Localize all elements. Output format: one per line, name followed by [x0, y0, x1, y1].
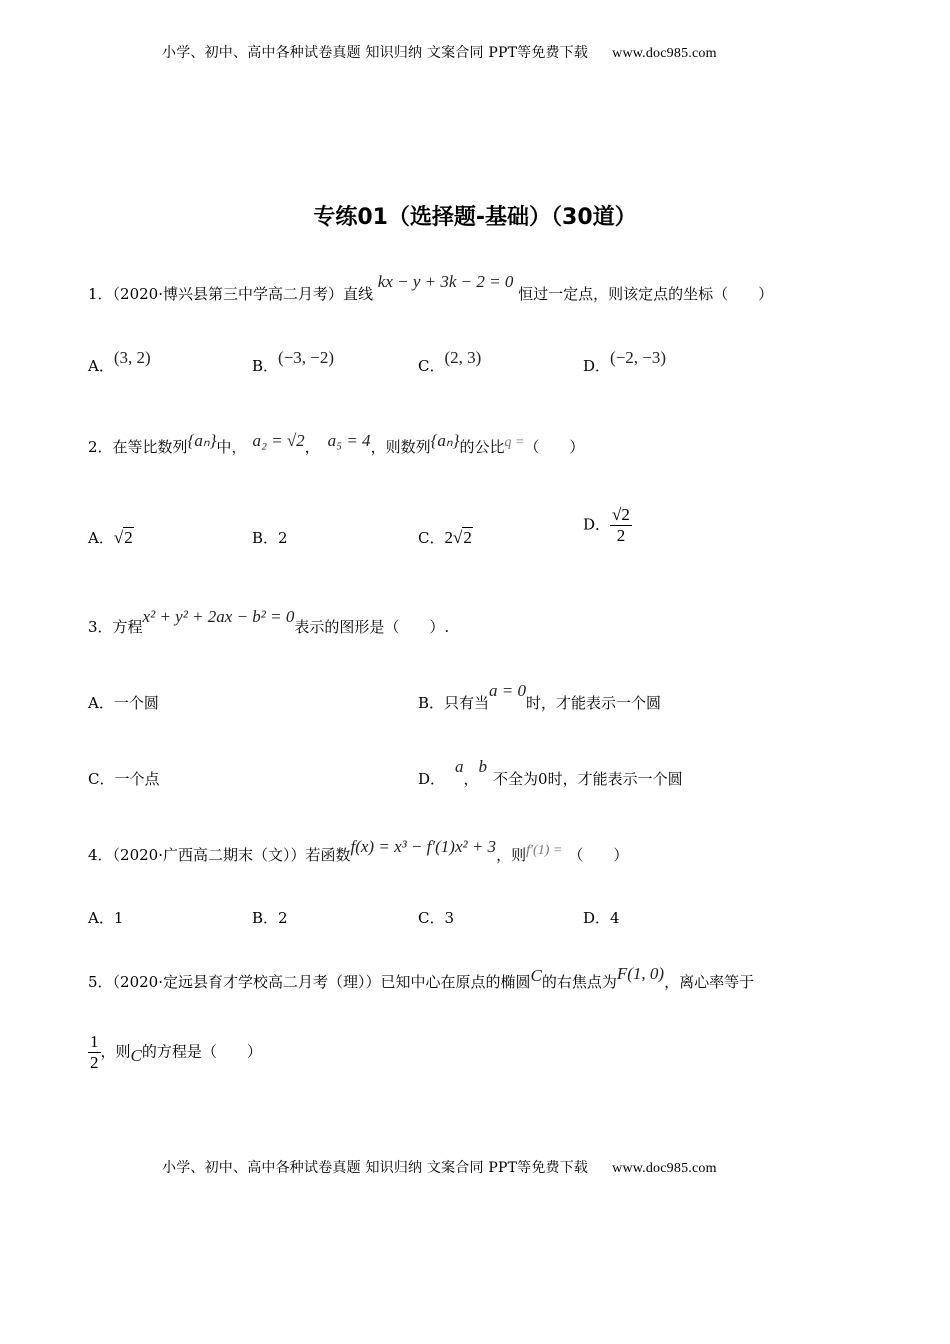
- q4-option-c: [418, 907, 454, 928]
- question-5-stem-cont: [88, 1032, 262, 1073]
- q2-term-a5: a₅ = 4: [327, 431, 371, 450]
- option-label: B．: [418, 694, 445, 712]
- question-5-stem: [88, 964, 755, 992]
- option-value: (−2, −3): [610, 348, 667, 367]
- footer-text: 小学、初中、高中各种试卷真题 知识归纳 文案合同 PPT等免费下载: [162, 1160, 589, 1176]
- q2-option-b: [252, 527, 288, 548]
- q2-option-c: [418, 527, 473, 548]
- option-sqrt: 2√2: [444, 528, 472, 547]
- q4-function: f(x) = x³ − f′(1)x² + 3: [350, 837, 497, 856]
- option-label: B．: [252, 529, 279, 547]
- option-label: C．: [418, 529, 445, 547]
- q1-option-d: [583, 348, 667, 376]
- option-text: 只有当: [444, 694, 490, 712]
- option-label: A．: [88, 357, 114, 375]
- q2-ratio: q =: [504, 435, 525, 450]
- option-value: 一个点: [114, 770, 160, 788]
- q5-text: 的右焦点为: [541, 973, 617, 991]
- option-value: 4: [610, 909, 620, 927]
- option-sqrt: √2: [113, 528, 133, 547]
- q3-option-d: [418, 757, 683, 789]
- q2-option-a: [88, 527, 134, 548]
- q4-option-b: [252, 907, 288, 928]
- q3-equation: x² + y² + 2ax − b² = 0: [142, 607, 295, 626]
- page-footer: [162, 1157, 717, 1177]
- q2-text: 2．在等比数列: [88, 438, 188, 456]
- option-text: ，: [463, 770, 479, 788]
- option-value: 3: [444, 909, 455, 927]
- option-value: (2, 3): [444, 348, 482, 367]
- q1-option-c: [418, 348, 482, 376]
- q2-text: 的公比: [459, 438, 505, 456]
- option-label: B．: [252, 357, 279, 375]
- option-value: (−3, −2): [278, 348, 335, 367]
- q3-option-b: [418, 681, 662, 713]
- q4-option-a: [88, 907, 123, 928]
- question-2-stem: [88, 431, 585, 457]
- q1-text-b: 恒过一定点，则该定点的坐标（ ）: [518, 285, 774, 303]
- q2-sequence: {aₙ}: [187, 431, 217, 450]
- q5-ellipse-name: C: [130, 1045, 142, 1065]
- q3-option-c: [88, 768, 160, 789]
- option-value: 1: [113, 909, 124, 927]
- option-math: a = 0: [489, 681, 527, 700]
- q2-text: ，: [304, 438, 320, 456]
- q2-sequence: {aₙ}: [430, 431, 460, 450]
- question-1-stem: [88, 272, 774, 304]
- option-label: A．: [88, 529, 114, 547]
- q3-text: 表示的图形是（ ）.: [294, 618, 450, 636]
- q1-option-a: [88, 348, 151, 376]
- q2-option-d: [583, 505, 632, 546]
- q4-text: ，则: [496, 846, 527, 864]
- q4-text: 4．（2020·广西高二期末（文））若函数: [88, 846, 351, 864]
- header-site-link[interactable]: www.doc985.com: [612, 46, 717, 61]
- q5-text: 的方程是（ ）: [141, 1042, 262, 1061]
- option-label: D．: [583, 909, 611, 927]
- q5-eccentricity: $\frac{1}{2}$: [90, 1032, 99, 1072]
- q2-text: 中，: [216, 438, 247, 456]
- question-3-stem: [88, 607, 450, 637]
- option-label: B．: [252, 909, 279, 927]
- option-label: C．: [88, 770, 115, 788]
- option-value: 一个圆: [113, 694, 159, 712]
- page-header: [162, 42, 717, 62]
- q3-option-a: [88, 692, 159, 713]
- option-label: C．: [418, 357, 445, 375]
- q2-term-a2: a₂ = √2: [252, 431, 305, 450]
- q5-text: ，离心率等于: [664, 973, 755, 991]
- q5-text: ，则: [100, 1042, 131, 1061]
- q2-text: ，则数列: [370, 438, 431, 456]
- option-label: C．: [418, 909, 445, 927]
- option-value: (3, 2): [113, 348, 151, 367]
- option-label: D．: [583, 357, 611, 375]
- q1-option-b: [252, 348, 335, 376]
- option-text: 不全为0时，才能表示一个圆: [493, 770, 683, 788]
- footer-site-link[interactable]: www.doc985.com: [612, 1161, 717, 1176]
- q5-ellipse-name: C: [530, 966, 542, 985]
- q4-option-d: [583, 907, 620, 928]
- question-4-stem: [88, 837, 629, 865]
- option-label: A．: [88, 694, 114, 712]
- q4-text: （ ）: [568, 846, 629, 864]
- option-math: a: [455, 757, 464, 776]
- option-fraction: $\frac{√2}{2}$: [612, 505, 630, 545]
- q2-text: （ ）: [524, 438, 585, 456]
- option-text: 时，才能表示一个圆: [526, 694, 662, 712]
- q4-derivative: f′(1) =: [526, 843, 563, 858]
- option-value: 2: [278, 909, 288, 927]
- option-value: 2: [278, 529, 288, 547]
- q1-equation: kx − y + 3k − 2 = 0: [377, 272, 514, 291]
- header-text: 小学、初中、高中各种试卷真题 知识归纳 文案合同 PPT等免费下载: [162, 45, 589, 61]
- option-label: D．: [583, 515, 611, 534]
- q5-text: 5．（2020·定远县育才学校高二月考（理））已知中心在原点的椭圆: [88, 973, 531, 991]
- option-math: b: [478, 757, 488, 776]
- q5-focus: F(1, 0): [616, 964, 665, 983]
- option-label: D．: [418, 770, 446, 788]
- q1-text-a: 1．（2020·博兴县第三中学高二月考）直线: [88, 285, 373, 303]
- page-title: 专练01（选择题-基础）（30道）: [313, 205, 637, 230]
- option-label: A．: [88, 909, 114, 927]
- q3-text: 3．方程: [88, 618, 143, 636]
